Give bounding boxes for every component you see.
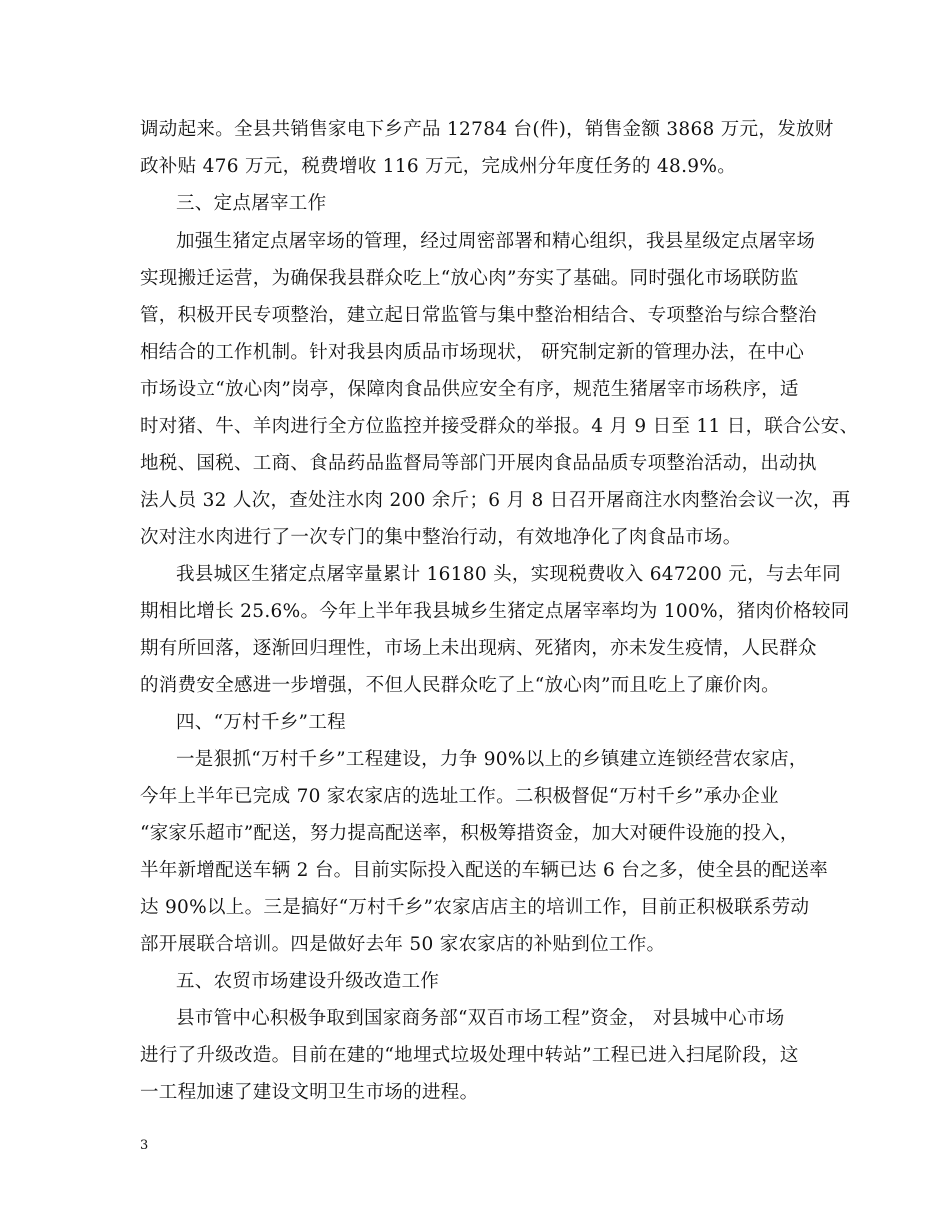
text-line: 相结合的工作机制。针对我县肉质品市场现状， 研究制定新的管理办法，在中心 — [140, 342, 805, 363]
text-line: 一是狠抓“万村千乡”工程建设，力争 90%以上的乡镇建立连锁经营农家店， — [176, 749, 808, 770]
text-line: 期相比增长 25.6%。今年上半年我县城乡生猪定点屠宰率均为 100%，猪肉价格较同 — [140, 601, 850, 622]
text-line: 政补贴 476 万元，税费增收 116 万元，完成州分年度任务的 48.9%。 — [140, 156, 736, 177]
text-line: 半年新增配送车辆 2 台。目前实际投入配送的车辆已达 6 台之多，使全县的配送率 — [140, 860, 829, 881]
section-heading: 三、定点屠宰工作 — [176, 193, 327, 214]
text-line: 加强生猪定点屠宰场的管理，经过周密部署和精心组织，我县星级定点屠宰场 — [176, 231, 816, 252]
text-line: 部开展联合培训。四是做好去年 50 家农家店的补贴到位工作。 — [140, 934, 666, 955]
text-line: 期有所回落，逐渐回归理性，市场上未出现病、死猪肉，亦未发生疫情，人民群众 — [140, 638, 817, 659]
text-line: 调动起来。全县共销售家电下乡产品 12784 台(件)，销售金额 3868 万元，发放财 — [140, 119, 834, 140]
text-line: 法人员 32 人次，查处注水肉 200 余斤；6 月 8 日召开屠商注水肉整治会议一次，再 — [140, 490, 851, 511]
section-heading: 四、“万村千乡”工程 — [176, 712, 346, 733]
text-line: 今年上半年已完成 70 家农家店的选址工作。二积极督促“万村千乡”承办企业 — [140, 786, 779, 807]
text-line: 地税、国税、工商、食品药品监督局等部门开展肉食品品质专项整治活动，出动执 — [140, 453, 817, 474]
text-line: 的消费安全感进一步增强，不但人民群众吃了上“放心肉”而且吃上了廉价肉。 — [140, 675, 780, 696]
page-number: 3 — [140, 1138, 149, 1153]
text-line: 一工程加速了建设文明卫生市场的进程。 — [140, 1082, 479, 1103]
text-line: 实现搬迁运营，为确保我县群众吃上“放心肉”夯实了基础。同时强化市场联防监 — [140, 268, 799, 289]
text-line: 我县城区生猪定点屠宰量累计 16180 头，实现税费收入 647200 元，与去年同 — [176, 564, 842, 585]
text-line: 进行了升级改造。目前在建的“地埋式垃圾处理中转站”工程已进入扫尾阶段，这 — [140, 1045, 799, 1066]
text-line: 市场设立“放心肉”岗亭，保障肉食品供应安全有序，规范生猪屠宰市场秩序，适 — [140, 379, 799, 400]
text-line: 达 90%以上。三是搞好“万村千乡”农家店店主的培训工作，目前正积极联系劳动 — [140, 897, 810, 918]
section-heading: 五、农贸市场建设升级改造工作 — [176, 971, 440, 992]
text-line: “家家乐超市”配送，努力提高配送率，积极筹措资金，加大对硬件设施的投入， — [140, 823, 799, 844]
text-line: 县市管中心积极争取到国家商务部“双百市场工程”资金， 对县城中心市场 — [176, 1008, 785, 1029]
text-line: 时对猪、牛、羊肉进行全方位监控并接受群众的举报。4 月 9 日至 11 日，联合公安、 — [140, 416, 859, 437]
text-line: 管，积极开民专项整治，建立起日常监管与集中整治相结合、专项整治与综合整治 — [140, 305, 817, 326]
text-line: 次对注水肉进行了一次专门的集中整治行动，有效地净化了肉食品市场。 — [140, 527, 742, 548]
